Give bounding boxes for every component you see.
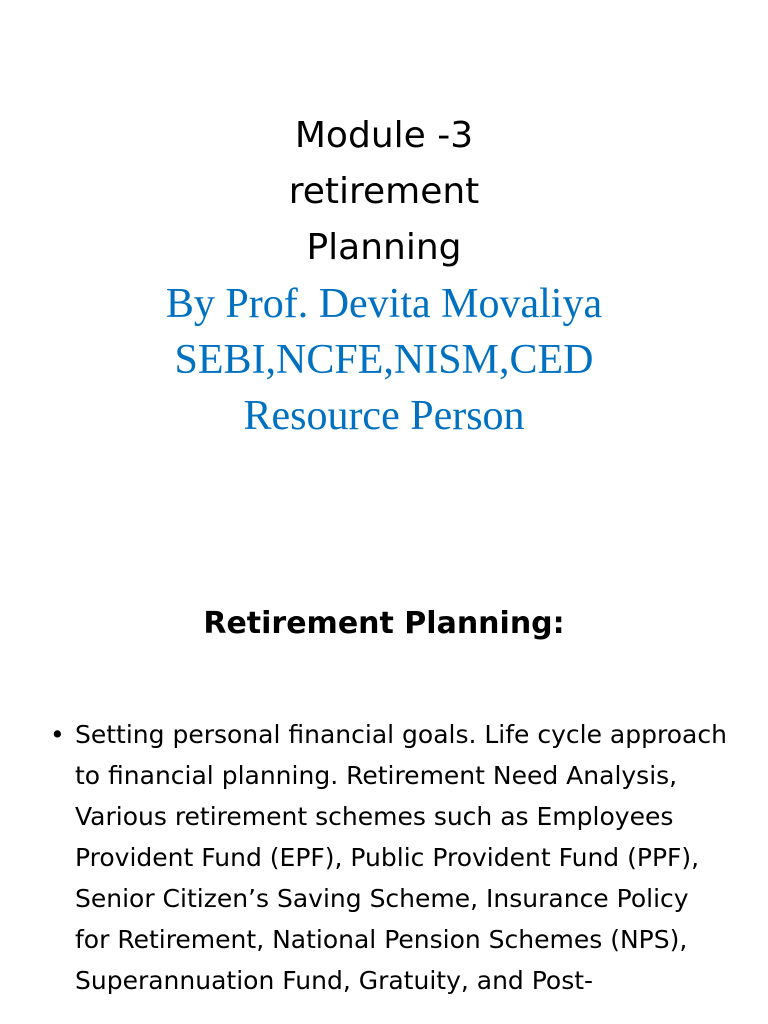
bullet-list	[48, 714, 728, 1001]
slide-title-line-1: Module -3	[294, 115, 474, 156]
bullet-marker: •	[50, 720, 65, 749]
bullet-text: Setting personal financial goals. Life cycle approach to financial planning. Retirement Need Analysis, Various retirement schemes such as Employees Provident Fund (EPF), Public Provident Fund (PPF), Senior Citizen’s Saving Scheme, Insurance Policy for Retirement, National Pension Schemes (NPS), Superannuation Fund, Gratuity, and Post-	[75, 720, 727, 995]
title-block	[0, 108, 768, 444]
content-slide	[0, 512, 768, 1024]
bullet-item	[48, 714, 728, 1001]
credentials-line: SEBI,NCFE,NISM,CED	[174, 337, 594, 383]
author-line: By Prof. Devita Movaliya	[165, 281, 603, 327]
slide-title-line-2: retirement	[288, 171, 480, 212]
slide-heading: Retirement Planning:	[203, 606, 565, 641]
slide-title-line-3: Planning	[306, 227, 462, 268]
role-line: Resource Person	[243, 393, 525, 439]
